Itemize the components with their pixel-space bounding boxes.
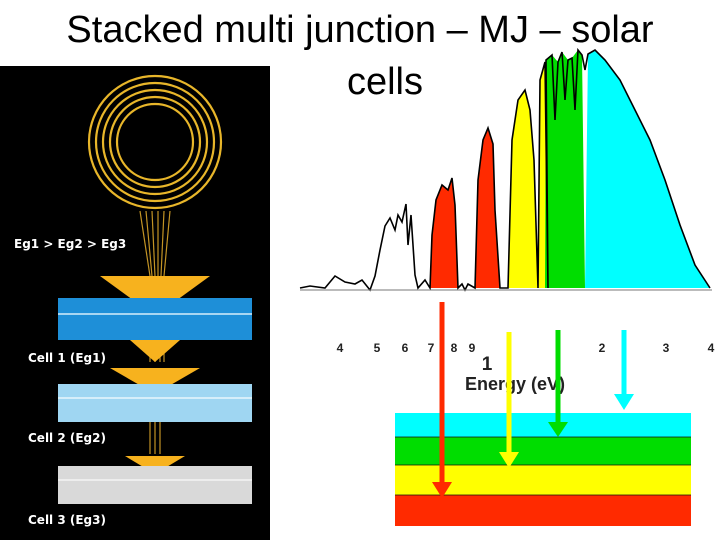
cyan-absorption-arrow: [614, 330, 634, 410]
energy-tick-label-one: 1: [481, 354, 493, 375]
title-line-2: cells: [346, 61, 424, 103]
cell-1-layer: [58, 298, 252, 340]
energy-axis-label: Energy (eV): [464, 374, 566, 394]
cell-3-label: Cell 3 (Eg3): [28, 513, 106, 527]
mj-cell-illustration-svg: [0, 66, 270, 540]
spectrum-band-red-2: [475, 128, 500, 288]
spectrum-band-yellow: [508, 90, 538, 288]
energy-tick-label: 9: [468, 341, 476, 355]
bandgap-relation: Eg1 > Eg2 > Eg3: [14, 237, 127, 251]
solar-spectrum-figure: [290, 40, 720, 540]
cell-3-layer: [58, 466, 252, 504]
stack-layer-green: [395, 437, 691, 465]
energy-tick-label: 7: [427, 341, 435, 355]
energy-tick-label: 6: [401, 341, 409, 355]
energy-tick-label: 3: [662, 341, 670, 355]
mj-cell-illustration: [0, 66, 270, 540]
stack-layer-red: [395, 495, 691, 526]
beam-arrow-1-lower: [130, 340, 180, 362]
cell-2-label: Cell 2 (Eg2): [28, 431, 106, 445]
energy-tick-label: 4: [336, 341, 344, 355]
slide-title: [0, 4, 720, 108]
cell-2-layer: [58, 384, 252, 422]
cell-1-label: Cell 1 (Eg1): [28, 351, 106, 365]
energy-tick-label: 5: [373, 341, 381, 355]
title-line-1: Stacked multi junction – MJ – solar: [66, 9, 654, 51]
energy-tick-label: 8: [450, 341, 458, 355]
energy-tick-label: 2: [598, 341, 606, 355]
stack-layer-cyan: [395, 413, 691, 437]
energy-tick-label: 4: [707, 341, 715, 355]
